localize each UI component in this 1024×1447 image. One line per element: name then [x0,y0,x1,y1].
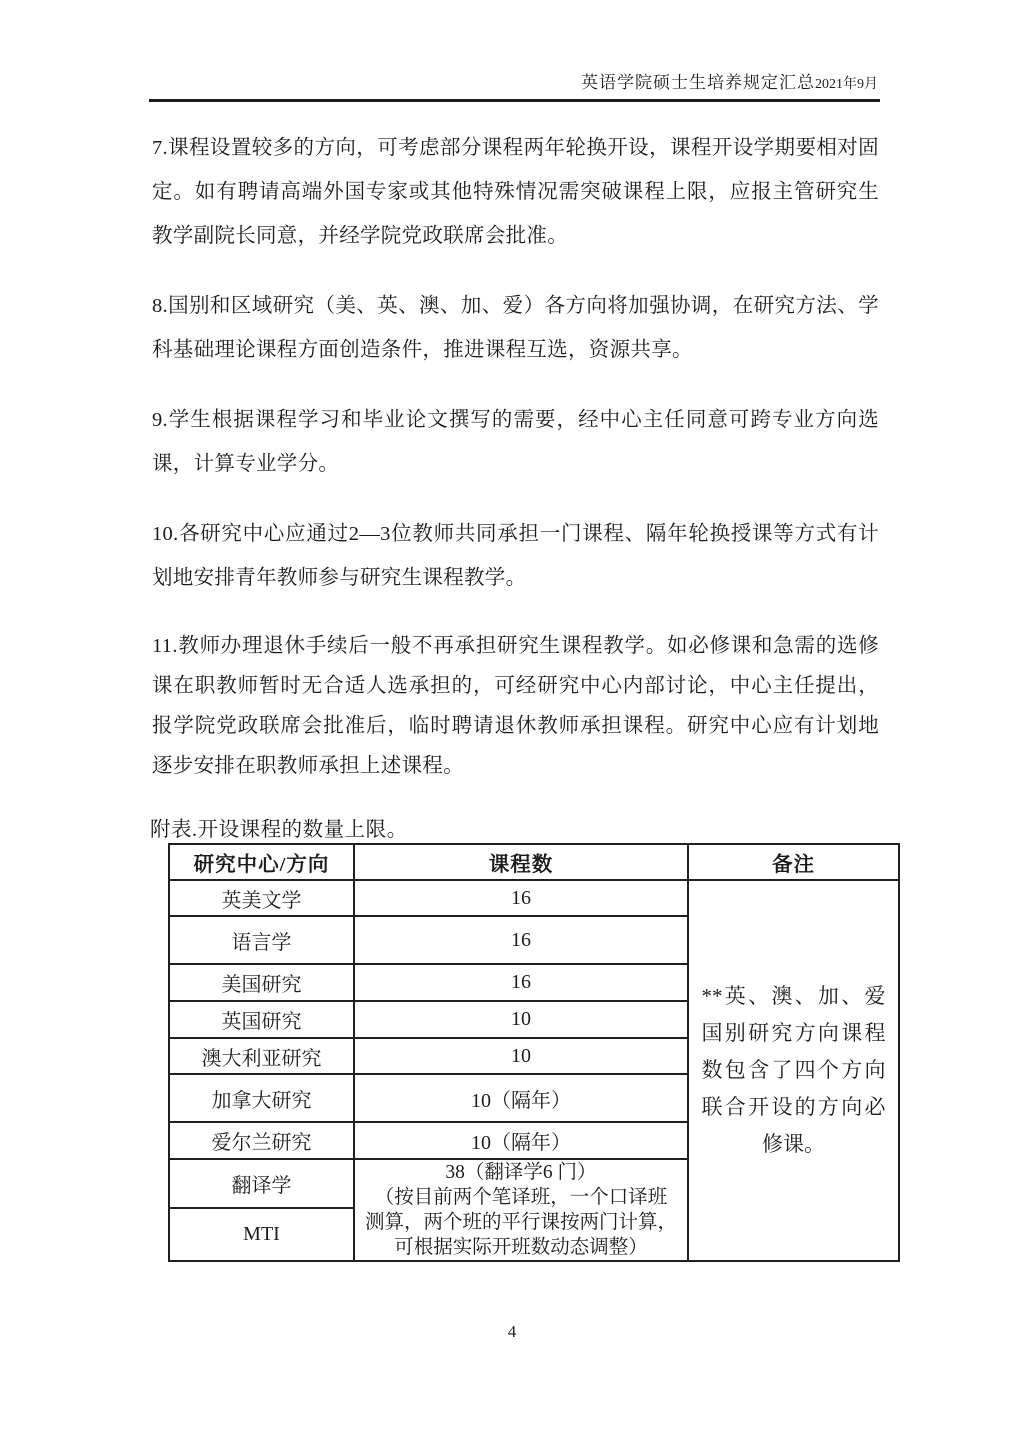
table-header-row [169,844,899,880]
remark-cell [688,880,899,1261]
body-text [152,126,879,786]
table-cell: 澳大利亚研究 [169,1038,354,1074]
col-header-course-count: 课程数 [354,844,688,880]
table-cell: 爱尔兰研究 [169,1122,354,1159]
col-header-remark: 备注 [688,844,899,880]
count-line: 可根据实际开班数动态调整） [394,1237,648,1258]
table-cell: 美国研究 [169,964,354,1001]
page-number: 4 [507,1322,517,1341]
table-cell: 16 [354,916,688,964]
count-line: 测算，两个班的平行课按两门计算， [364,1212,677,1233]
paragraph-11: 11.教师办理退休手续后一般不再承担研究生课程教学。如必修课和急需的选修课在职教师暂时无合适人选承担的，可经研究中心内部讨论，中心主任提出，报学院党政联席会批准后，临时聘请退休教师承担课程。研究中心应有计划地逐步安排在职教师承担上述课程。 [152,635,879,777]
table-cell: 翻译学 [169,1159,354,1208]
table-cell: 加拿大研究 [169,1074,354,1122]
table-cell: 英国研究 [169,1001,354,1038]
table-cell: 语言学 [169,916,354,964]
table-row [169,880,899,916]
table-cell: 英美文学 [169,880,354,916]
paragraph-8: 8.国别和区域研究（美、英、澳、加、爱）各方向将加强协调，在研究方法、学科基础理论课程方面创造条件，推进课程互选，资源共享。 [152,295,879,361]
course-limit-table [168,843,900,1262]
table-cell: 10（隔年） [354,1074,688,1122]
table-cell: MTI [169,1208,354,1261]
table-cell: 10（隔年） [354,1122,688,1159]
remark-text: **英、澳、加、爱国别研究方向课程数包含了四个方向联合开设的方向必修课。 [701,984,886,1156]
table-cell: 10 [354,1001,688,1038]
count-line: 38（翻译学6 门） [445,1162,597,1183]
running-header-date: 2021年9月 [815,77,878,92]
table-cell: 10 [354,1038,688,1074]
running-header [581,68,878,93]
paragraph-10: 10.各研究中心应通过2—3位教师共同承担一门课程、隔年轮换授课等方式有计划地安排青年教师参与研究生课程教学。 [152,523,879,589]
col-header-research-center: 研究中心/方向 [169,844,354,880]
table-caption: 附表.开设课程的数量上限。 [150,819,408,841]
table-cell: 16 [354,880,688,916]
merged-count-cell [354,1159,688,1261]
running-header-title: 英语学院硕士生培养规定汇总 [581,73,815,92]
header-rule [149,99,880,102]
paragraph-9: 9.学生根据课程学习和毕业论文撰写的需要，经中心主任同意可跨专业方向选课，计算专业学分。 [152,409,879,475]
count-line: （按目前两个笔译班，一个口译班 [374,1187,668,1208]
table-cell: 16 [354,964,688,1001]
paragraph-7: 7.课程设置较多的方向，可考虑部分课程两年轮换开设，课程开设学期要相对固定。如有聘请高端外国专家或其他特殊情况需突破课程上限，应报主管研究生教学副院长同意，并经学院党政联席会批准。 [152,137,879,247]
